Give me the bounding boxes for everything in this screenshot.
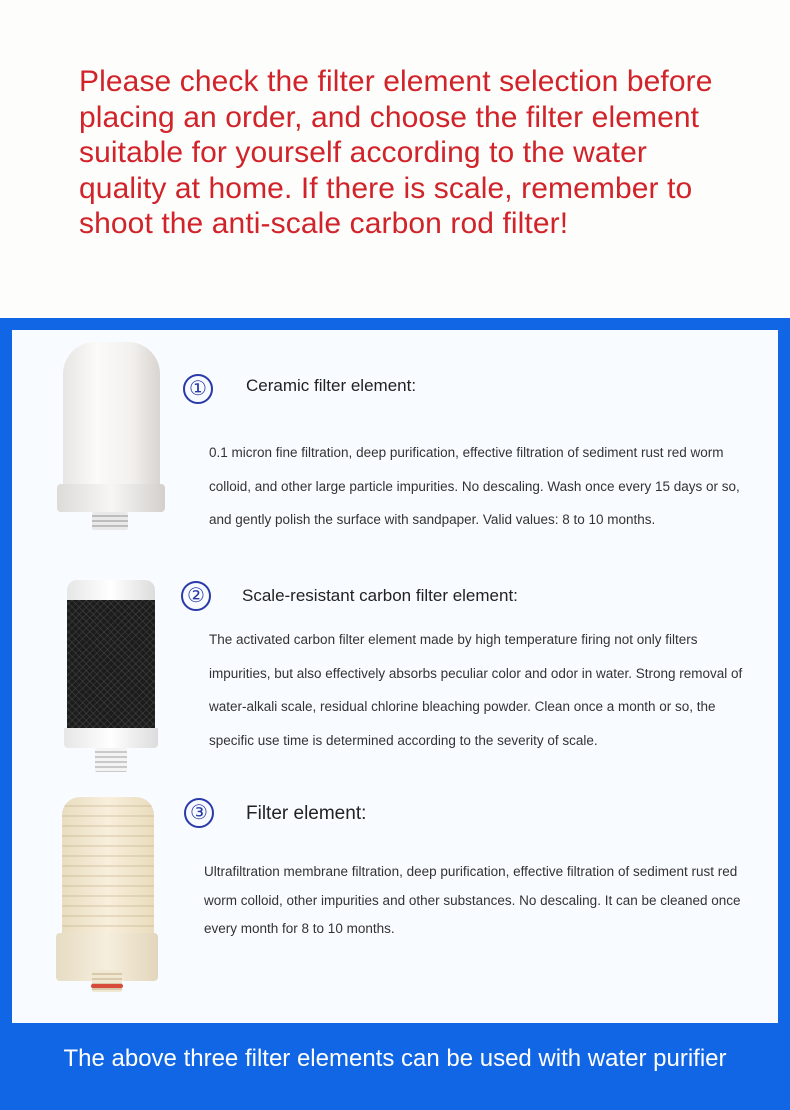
notice-section <box>0 0 790 318</box>
notice-text: Please check the filter element selection before placing an order, and choose the filter element suitable for yourself according to the water quality at home. If there is scale, remember to shoot the anti-scale carbon rod filter! <box>79 65 713 240</box>
number-badge-3: ③ <box>184 798 214 828</box>
product-title-carbon: Scale-resistant carbon filter element: <box>242 586 518 605</box>
number-badge-1: ① <box>183 374 213 404</box>
footer-caption: The above three filter elements can be used with water purifier <box>63 1045 727 1072</box>
product-description-carbon: The activated carbon filter element made by high temperature firing not only filters impurities, but also effectively absorbs peculiar color and odor in water. Strong removal of water-alkali scale, residual chlorine bleaching powder. Clean once a month or so, the specific use time is determined according to the severity of scale. <box>209 632 743 748</box>
product-description-ceramic: 0.1 micron fine filtration, deep purification, effective filtration of sediment rust red worm colloid, and other large particle impurities. No descaling. Wash once every 15 days or so, and gently polish the surface with sandpaper. Valid values: 8 to 10 months. <box>209 445 740 527</box>
product-title-filter: Filter element: <box>246 803 367 824</box>
number-badge-2: ② <box>181 581 211 611</box>
product-description-filter: Ultrafiltration membrane filtration, deep purification, effective filtration of sediment rust red worm colloid, other impurities and other substances. No descaling. It can be cleaned once every month for 8 to 10 months. <box>204 864 741 936</box>
product-title-ceramic: Ceramic filter element: <box>246 376 417 395</box>
